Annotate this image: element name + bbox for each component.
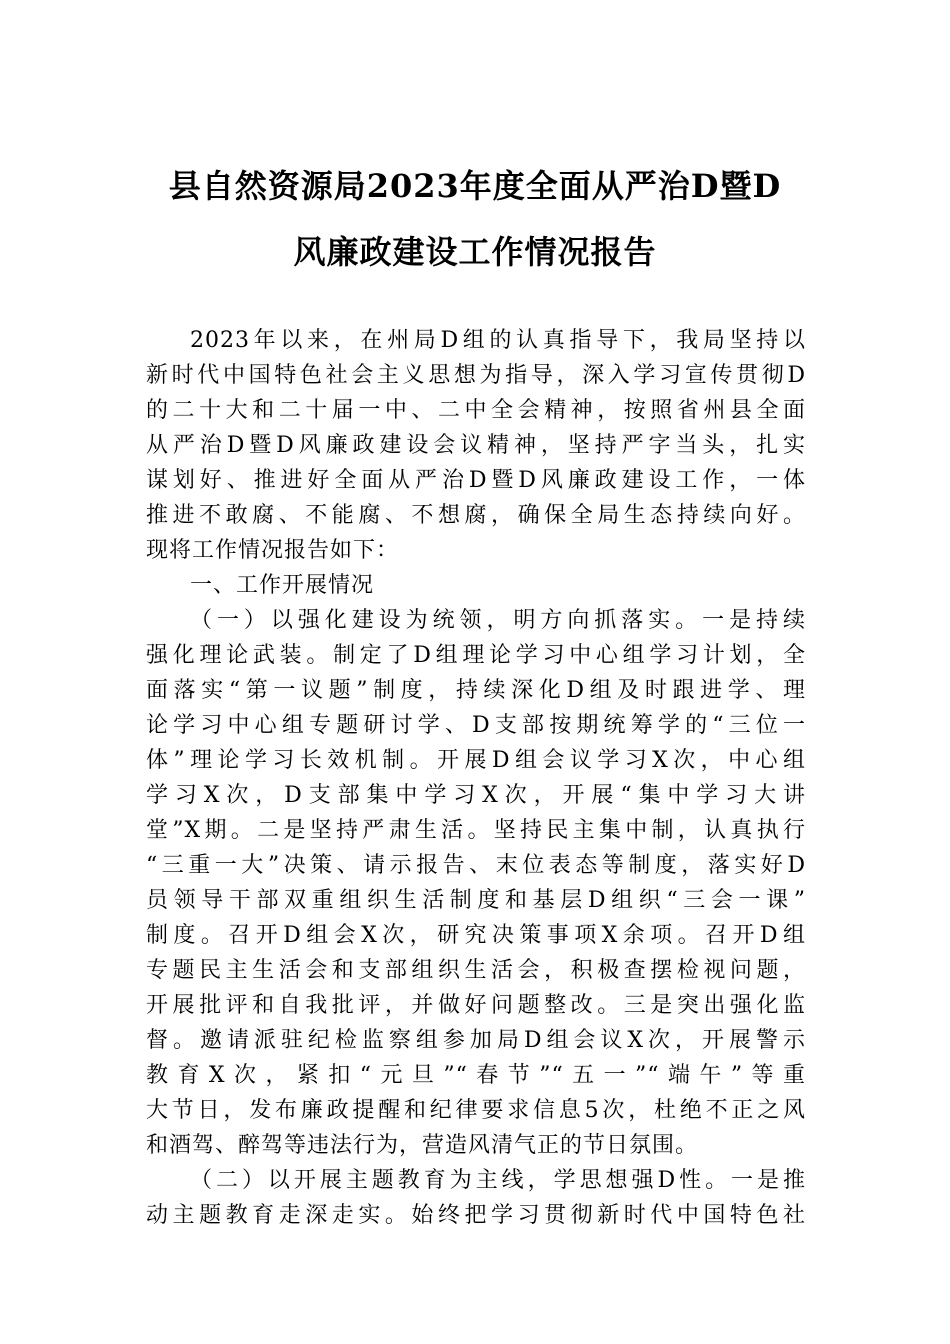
document-body [146,323,806,1233]
body-line: 强化理论武装。制定了D组理论学习中心组学习计划，全 [146,643,806,668]
body-line: 大节日，发布廉政提醒和纪律要求信息5次，杜绝不正之风 [146,1098,806,1123]
body-line: 论学习中心组专题研讨学、D支部按期统筹学的“三位一 [146,713,806,738]
body-line: 新时代中国特色社会主义思想为指导，深入学习宣传贯彻D [146,363,806,388]
body-line: 现将工作情况报告如下： [146,538,400,563]
body-line: 制度。召开D组会X次，研究决策事项X余项。召开D组 [146,923,806,948]
body-line: 动主题教育走深走实。始终把学习贯彻新时代中国特色社 [146,1203,806,1228]
body-line: （二）以开展主题教育为主线，学思想强D性。一是推 [190,1168,806,1193]
body-line: 谋划好、推进好全面从严治D暨D风廉政建设工作，一体 [146,468,806,493]
body-line: 2023年以来，在州局D组的认真指导下，我局坚持以 [190,328,806,353]
body-line: 的二十大和二十届一中、二中全会精神，按照省州县全面 [146,398,806,423]
body-line: 面落实“第一议题”制度，持续深化D组及时跟进学、理 [146,678,806,703]
body-line: 堂”X期。二是坚持严肃生活。坚持民主集中制，认真执行 [146,818,806,843]
body-line: 学习X次，D支部集中学习X次，开展“集中学习大讲 [146,783,806,808]
section-heading: 一、工作开展情况 [190,573,375,598]
body-line: 推进不敢腐、不能腐、不想腐，确保全局生态持续向好。 [146,503,806,528]
body-line: 教育X次，紧扣“元旦”“春节”“五一”“端午”等重 [146,1063,806,1088]
document-title-line-2: 风廉政建设工作情况报告 [293,233,657,271]
body-line: “三重一大”决策、请示报告、末位表态等制度，落实好D [146,853,806,878]
body-line: 督。邀请派驻纪检监察组参加局D组会议X次，开展警示 [146,1028,806,1053]
body-line: （一）以强化建设为统领，明方向抓落实。一是持续 [190,608,806,633]
body-line: 开展批评和自我批评，并做好问题整改。三是突出强化监 [146,993,806,1018]
body-line: 专题民主生活会和支部组织生活会，积极查摆检视问题， [146,958,806,983]
body-line: 体”理论学习长效机制。开展D组会议学习X次，中心组 [146,748,806,773]
document-title-line-1: 县自然资源局2023年度全面从严治D暨D [168,167,782,205]
body-line: 员领导干部双重组织生活制度和基层D组织“三会一课” [146,888,806,913]
body-line: 和酒驾、醉驾等违法行为，营造风清气正的节日氛围。 [146,1133,699,1158]
body-line: 从严治D暨D风廉政建设会议精神，坚持严字当头，扎实 [146,433,806,458]
